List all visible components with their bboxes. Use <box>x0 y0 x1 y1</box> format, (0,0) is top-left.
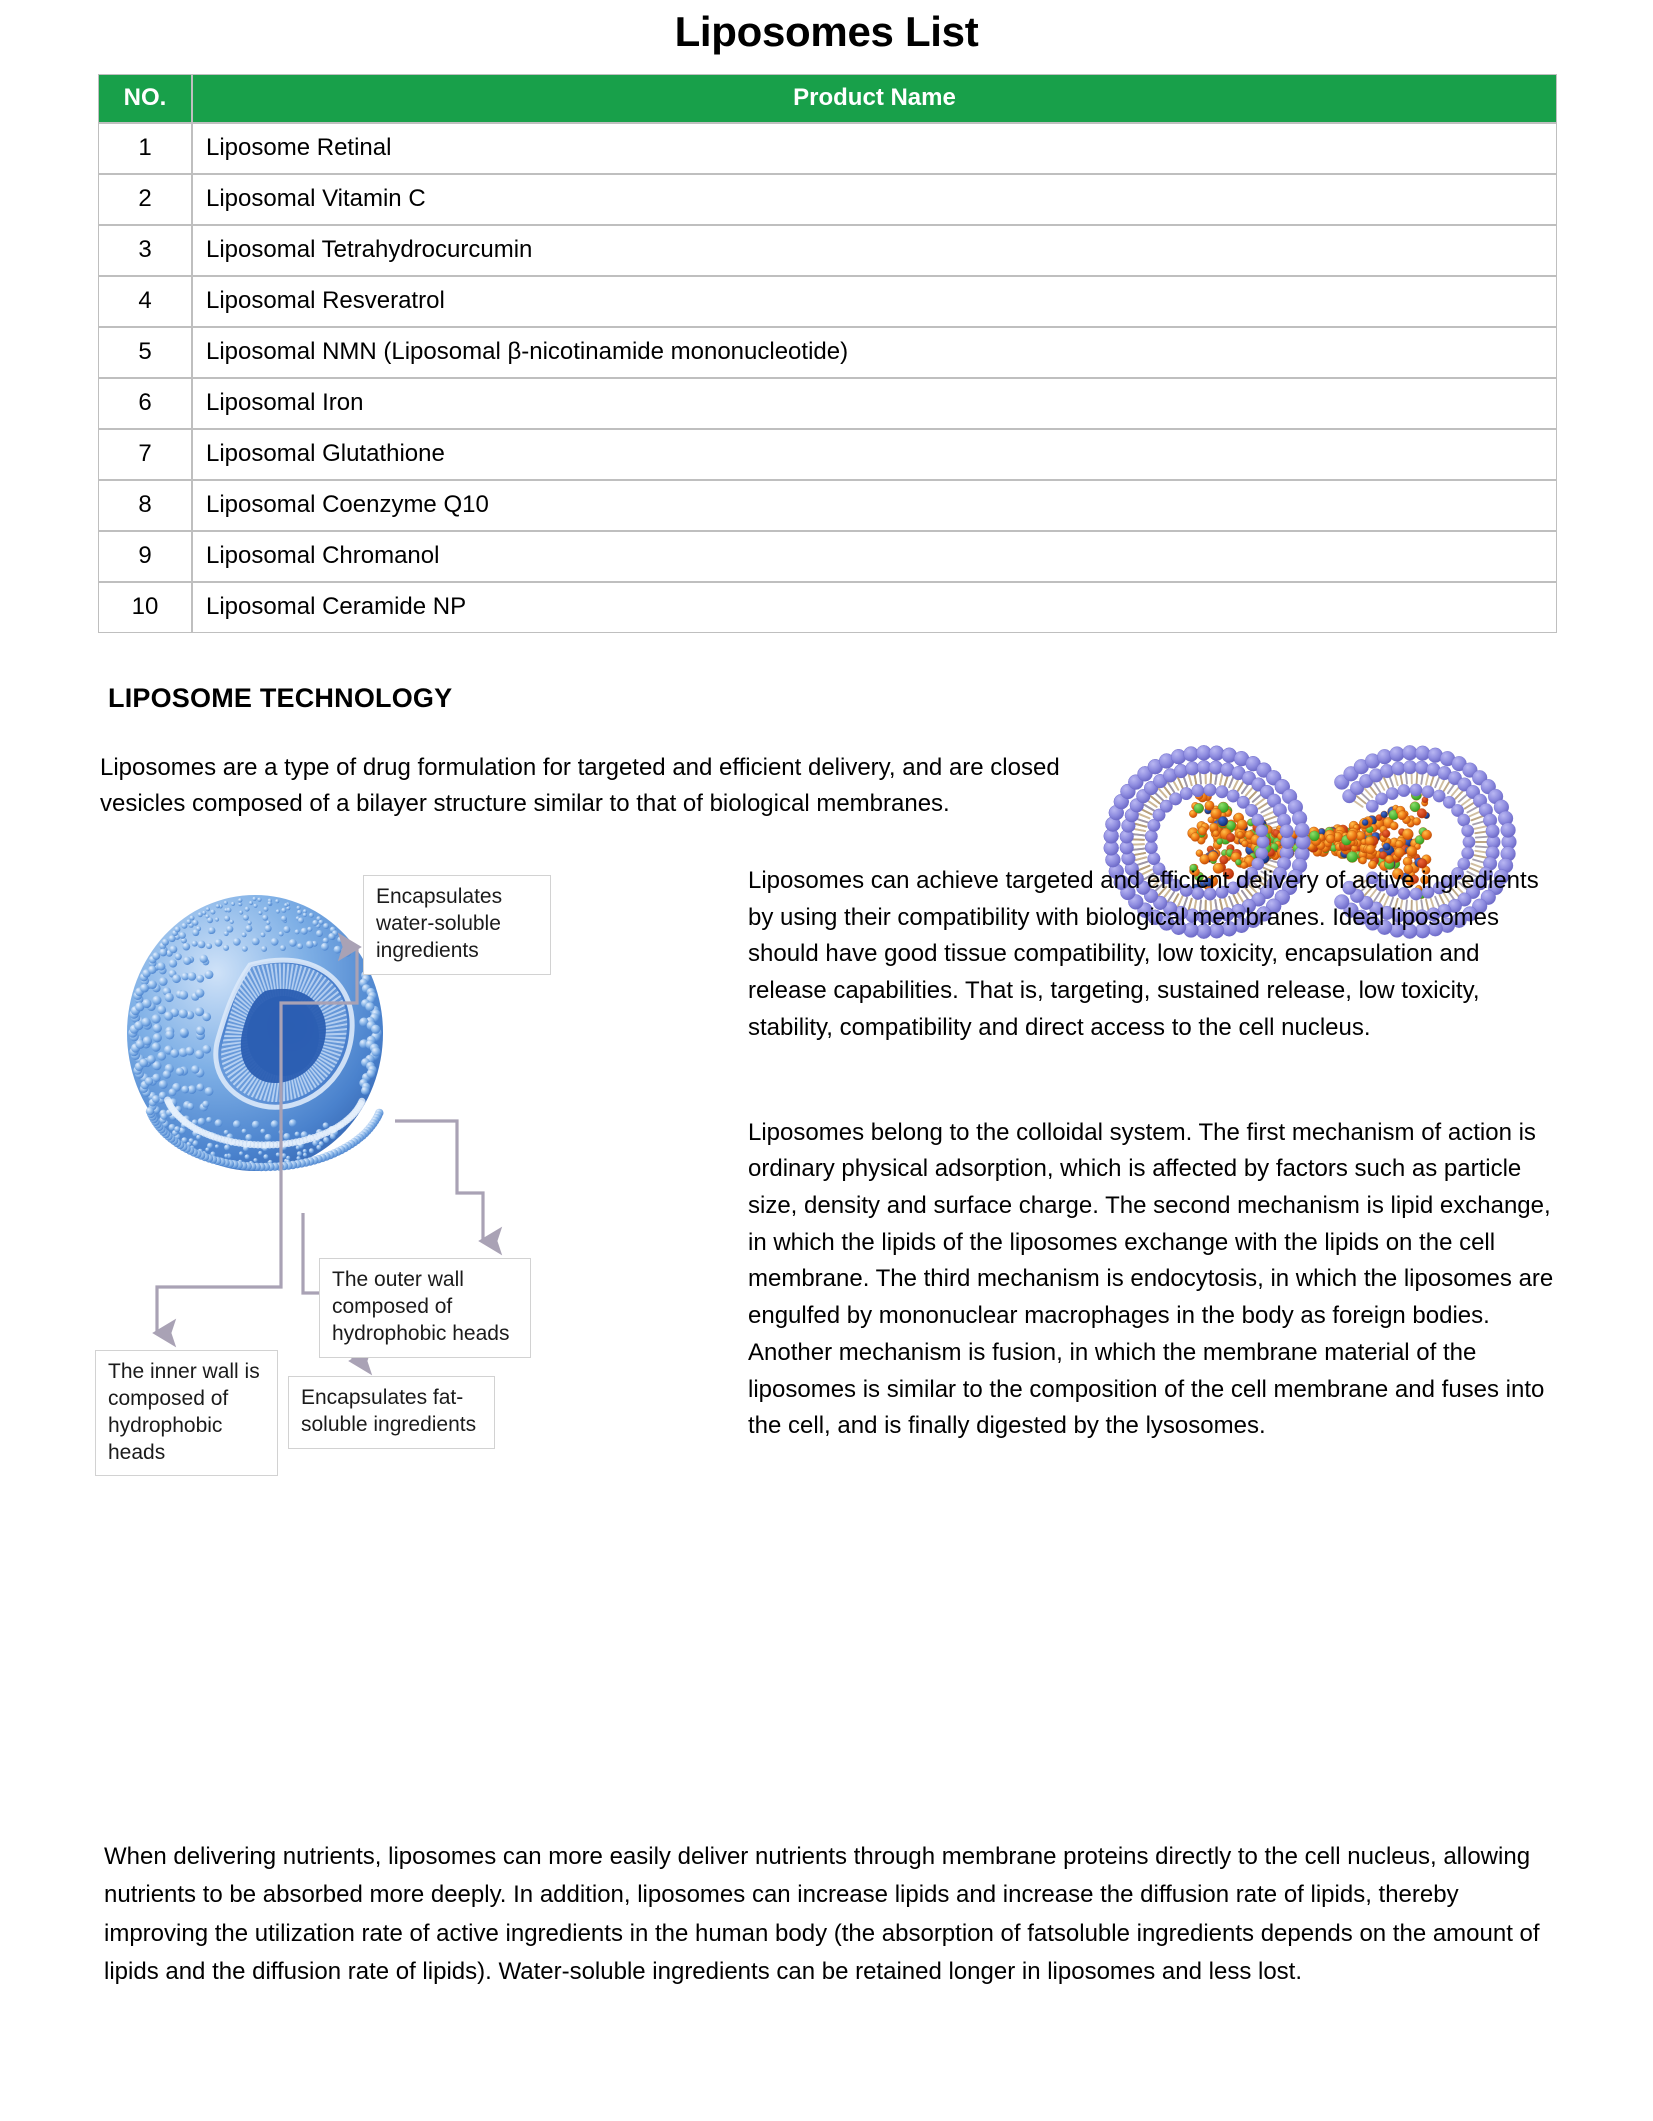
row-product-name: Liposomal Tetrahydrocurcumin <box>192 225 1557 276</box>
table-row <box>98 480 1557 531</box>
body-paragraph-3: When delivering nutrients, liposomes can more easily deliver nutrients through membrane proteins directly to the cell nucleus, allowing nutrients to be absorbed more deeply. In addition, liposomes can increase lipids and increase the diffusion rate of lipids, thereby improving the utilization rate of active ingredients in the human body (the absorption of fatsoluble ingredients depends on the amount of lipids and the diffusion rate of lipids). Water-soluble ingredients can be retained longer in liposomes and less lost. <box>104 1843 1540 1986</box>
table-row <box>98 429 1557 480</box>
callout-inner-wall: The inner wall is composed of hydrophobic heads <box>95 1350 278 1477</box>
row-product-name: Liposomal Ceramide NP <box>192 582 1557 633</box>
liposomes-table <box>98 74 1557 633</box>
table-row <box>98 327 1557 378</box>
column-header-product-name: Product Name <box>192 74 1557 123</box>
table-row <box>98 378 1557 429</box>
intro-row <box>0 750 1653 823</box>
row-number: 1 <box>98 123 192 174</box>
callout-encapsulates-water-soluble: Encapsulates water-soluble ingredients <box>363 875 551 975</box>
row-product-name: Liposomal Vitamin C <box>192 174 1557 225</box>
row-product-name: Liposome Retinal <box>192 123 1557 174</box>
table-header <box>98 74 1557 123</box>
table-row <box>98 582 1557 633</box>
body-paragraph-1: Liposomes can achieve targeted and efficient delivery of active ingredients by using their compatibility with biological membranes. Ideal liposomes should have good tissue compatibility, low toxicity, encapsulation and release capabilities. That is, targeting, sustained release, low toxicity, stability, compatibility and direct access to the cell nucleus. <box>748 866 1539 1041</box>
table-row <box>98 276 1557 327</box>
liposome-diagram-and-text <box>0 863 1653 1523</box>
callout-encapsulates-fat-soluble: Encapsulates fat-soluble ingredients <box>288 1376 495 1449</box>
liposomes-table-container <box>0 74 1653 633</box>
table-row <box>98 123 1557 174</box>
row-number: 10 <box>98 582 192 633</box>
row-product-name: Liposomal Coenzyme Q10 <box>192 480 1557 531</box>
callout-outer-wall: The outer wall composed of hydrophobic heads <box>319 1258 531 1358</box>
row-number: 4 <box>98 276 192 327</box>
row-number: 2 <box>98 174 192 225</box>
row-product-name: Liposomal Glutathione <box>192 429 1557 480</box>
section-heading-liposome-technology: LIPOSOME TECHNOLOGY <box>108 683 453 713</box>
liposome-cutaway-diagram <box>95 863 735 1523</box>
table-row <box>98 174 1557 225</box>
row-product-name: Liposomal Resveratrol <box>192 276 1557 327</box>
row-number: 8 <box>98 480 192 531</box>
page-title: Liposomes List <box>674 8 979 55</box>
row-number: 5 <box>98 327 192 378</box>
row-product-name: Liposomal Chromanol <box>192 531 1557 582</box>
row-product-name: Liposomal NMN (Liposomal β-nicotinamide mononucleotide) <box>192 327 1557 378</box>
row-number: 9 <box>98 531 192 582</box>
intro-paragraph: Liposomes are a type of drug formulation for targeted and efficient delivery, and are closed vesicles composed of a bilayer structure similar to that of biological membranes. <box>100 754 1060 818</box>
row-number: 7 <box>98 429 192 480</box>
row-number: 6 <box>98 378 192 429</box>
table-header-row <box>98 74 1557 123</box>
body-text-column <box>748 863 1558 1445</box>
row-product-name: Liposomal Iron <box>192 378 1557 429</box>
row-number: 3 <box>98 225 192 276</box>
body-paragraph-2: Liposomes belong to the colloidal system. The first mechanism of action is ordinary physical adsorption, which is affected by factors such as particle size, density and surface charge. The second mechanism is lipid exchange, in which the lipids of the liposomes exchange with the lipids on the cell membrane. The third mechanism is endocytosis, in which the liposomes are engulfed by mononuclear macrophages in the body as foreign bodies. Another mechanism is fusion, in which the membrane material of the liposomes is similar to the composition of the cell membrane and fuses into the cell, and is finally digested by the lysosomes. <box>748 1118 1554 1440</box>
table-row <box>98 531 1557 582</box>
table-row <box>98 225 1557 276</box>
column-header-no: NO. <box>98 74 192 123</box>
blue-liposome-vesicle-image <box>115 873 405 1203</box>
table-body <box>98 123 1557 633</box>
